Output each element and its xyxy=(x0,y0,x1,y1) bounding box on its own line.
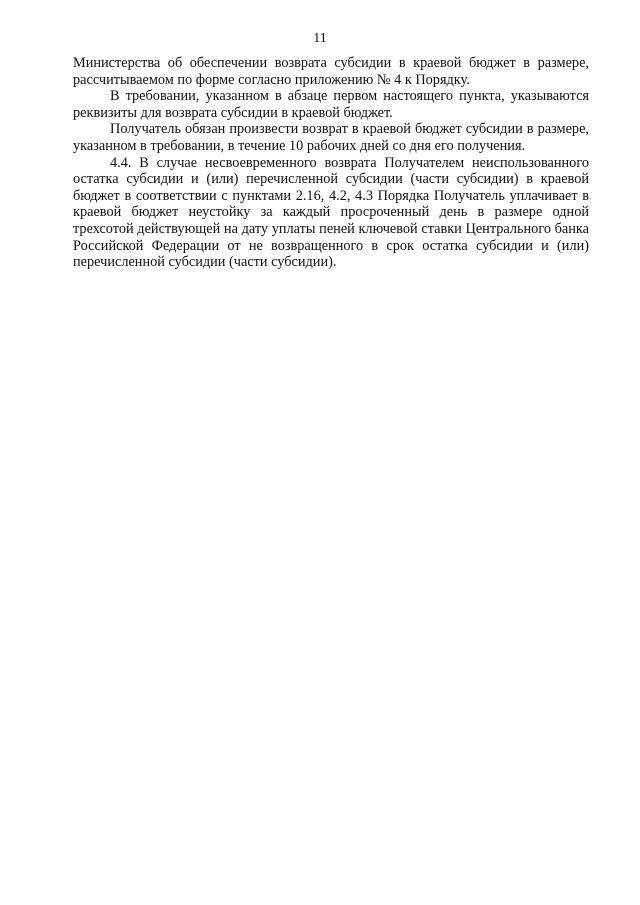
paragraph-continuation: Министерства об обеспечении возврата субсидии в краевой бюджет в размере, рассчитываемом по форме согласно приложению № 4 к Порядку. xyxy=(73,55,589,88)
paragraph-requisites: В требовании, указанном в абзаце первом настоящего пункта, указываются реквизиты для возврата субсидии в краевой бюджет. xyxy=(73,88,589,121)
paragraph-4-4-penalty: 4.4. В случае несвоевременного возврата Получателем неиспользованного остатка субсидии и (или) перечисленной субсидии (части субсидии) в краевой бюджет в соответствии с пунктами 2.16, 4.2, 4.3 Порядка Получатель уплачивает в краевой бюджет неустойку за каждый просроченный день в размере одной трехсотой действующей на дату уплаты пеней ключевой ставки Центрального банка Российской Федерации от не возвращенного в срок остатка субсидии и (или) перечисленной субсидии (части субсидии). xyxy=(73,154,589,271)
document-body xyxy=(73,55,589,271)
paragraph-return-obligation: Получатель обязан произвести возврат в краевой бюджет субсидии в размере, указанном в требовании, в течение 10 рабочих дней со дня его получения. xyxy=(73,121,589,154)
page-number: 11 xyxy=(313,31,327,46)
